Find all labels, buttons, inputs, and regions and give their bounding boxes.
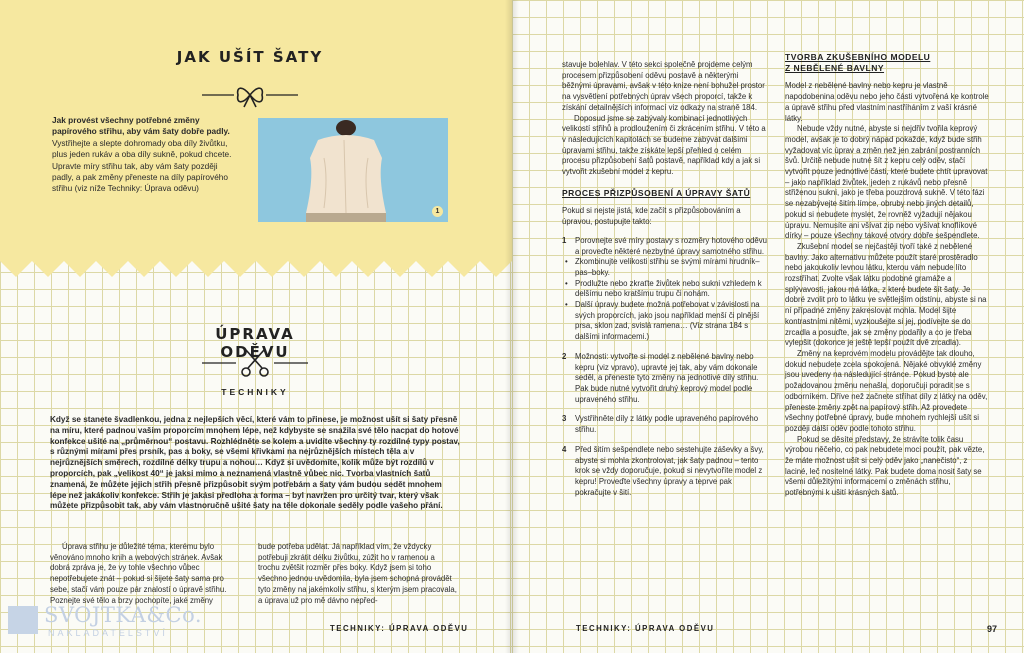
step-item: 4 Před šitím sešpendlete nebo sestehujte záševky a švy, abyste si mohla zkontrolovat, jak šaty padnou – tento krok se vždy doporučuje, pokud si nevytvoříte model z kepru! Proveďte všechny úpravy a teprve pak pokračujte v šití. — [562, 444, 764, 497]
step-item: 2 Možnosti: vytvořte si model z nebělené bavlny nebo kepru (viz vpravo), upravte jej tak, aby vám dokonale seděl, a přeneste tyto změny na jednotlivé díly střihu. Pak bude nutné vytvořit druhý keprový model podle upraveného střihu. — [562, 351, 759, 404]
right-column-1 — [562, 60, 767, 498]
step-subitem: • Zkombinujte velikosti střihu se svými mírami hrudník–pas–boky. — [562, 257, 767, 278]
intro-bold: Jak provést všechny potřebné změny papírového střihu, aby vám šaty dobře padly. — [52, 115, 230, 137]
intro-text — [52, 115, 240, 195]
lead-paragraph: Když se stanete švadlenkou, jedna z nejlepších věcí, které vám to přinese, je možnost ušít si šaty přesně na míru, které padnou vašim proporcím mnohem lépe, než kdybyste se snažila své tělo nacpat do hotové konfekce ušité na „průměrnou“ postavu. Rozhlédněte se kolem a uvidíte všechny ty rozdílné typy postav, s různými mírami přes prsník, pas a boky, se všemi křivkami na nejrůznějších místech těla a v nejrůznějších směrech, rozdílné délky trupu a nohou… Když si uvědomíte, kolik může být rozdílů v proporcích, pak „velikost 40“ je jaksi mimo a neznamená vlastně vůbec nic. Tvorba vlastních šatů znamená, že můžete jejich střih přesně přizpůsobit svým potřebám a šaty vám budou sedět mnohem lépe než jakákoliv konfekce. Střih je jakási předloha a forma – byl navržen pro určitý tvar, který však můžete přizpůsobit tak, aby vám vlastnoručně ušité šaty na těle dokonale seděly podle vašeho přání. — [50, 415, 460, 511]
logo-name: SVOJTKA&Co. — [44, 603, 203, 627]
paragraph: bude potřeba udělat. Já například vím, že vždycky potřebuji zkrátit délku živůtku, zúžit ho v ramenou a trochu zvětšit rozměr přes boky. Když jsem si toho všechno jednou uvědomila, byla jsem schopná provádět tyto změny na jakémkoliv střihu, s kterým jsem pracovala, a úprava už pro mě dávno nepřed- — [258, 542, 457, 605]
left-column-2 — [258, 542, 458, 606]
bow-icon — [200, 80, 300, 110]
footer-running-head: TECHNIKY: ÚPRAVA ODĚVU — [576, 624, 715, 633]
paragraph: Pokud si nejste jistá, kde začít s přizpůsobováním a úpravou, postupujte takto: — [562, 206, 741, 227]
page-number: 97 — [987, 624, 998, 634]
steps-list — [562, 236, 767, 498]
paragraph: Nebude vždy nutné, abyste si nejdřív tvořila keprový model, avšak je to dobrý nápad pokaždé, když bude střih vyžadovat víc úprav a změn než jen zabrání postranních švů. Určitě nebude nutné šít z kepru celý oděv, stačí vytvořit pouze jednotlivé části, které budete chtít upravovat – jako například živůtek, jeden z rukávů nebo přesně střiženou sukni, jako je třeba pouzdrová sukně. V této fázi se nezabývejte šitím límce, obruby nebo jiných detailů, pokud si nebudete myslet, že rovněž vyžadují nějakou úpravu. Nemusíte ani všívat zip nebo vyšívat knoflíkové dírky – pouze všechny takové otvory dobře sešpendlete. — [785, 124, 988, 241]
footer-running-head: TECHNIKY: ÚPRAVA ODĚVU — [330, 624, 469, 633]
step-item: 1 Porovnejte své míry postavy s rozměry hotového oděvu a proveďte některé nezbytné úpravy samotného střihu. — [562, 235, 767, 256]
paragraph: Úprava střihu je důležité téma, kterému bylo věnováno mnoho knih a webových stránek. Avšak dobrá zpráva je, že vy tohle všechno vůbec nepotřebujete znát – pokud si šijete šaty sama pro sebe, stačí vám pouze pár znalostí o úpravě střihu. Poznejte své tělo a brzy pochopíte, jaké změny — [50, 542, 227, 605]
section-heading: Z NEBĚLENÉ BAVLNY — [785, 62, 885, 73]
section-subtitle: TECHNIKY — [221, 387, 289, 397]
paragraph: Doposud jsme se zabývaly kombinací jednotlivých velikostí střihů a prodloužením či zkrácením střihu. V této a v následujících kapitolách se budeme zabývat dalšími úpravami střihu, takže získáte lepší přehled o celém procesu přizpůsobení šatů postavě, například kdy a jak si vytvořit zkušební model z kepru. — [562, 113, 766, 177]
page-title: JAK UŠÍT ŠATY — [176, 48, 324, 66]
step-subitem: • Další úpravy budete možná potřebovat v závislosti na svých proporcích, jako jsou například menší či plnější prsa, sklon zad, svislá ramena… (Viz strana 184 s dalšími informacemi.) — [562, 300, 767, 343]
step-subitem: • Prodlužte nebo zkraťte živůtek nebo sukni vzhledem k delšímu nebo kratšímu trupu či nohám. — [562, 279, 767, 300]
logo-subtitle: NAKLADATELSTVÍ — [48, 628, 168, 638]
step-item: 3 Vystřihněte díly z látky podle upraveného papírového střihu. — [562, 414, 759, 435]
paragraph: Změny na keprovém modelu provádějte tak dlouho, dokud nebudete zcela spokojená. Nějaké obvyklé změny jsou uvedeny na následující stránce. Pokud byste ale požadovanou změnu nenašla, doporučuji poradit se s odborníkem. Dříve než začnete stříhat díly z látky na oděv, přeneste změny zpět na papírový střih. Až provedete všechny potřebné úpravy, bude mnohem rychlejší ušít si později další oděv podle tohoto střihu. — [785, 348, 988, 433]
dress-form-illustration — [258, 118, 448, 222]
logo-mark-icon — [8, 606, 38, 634]
photo-number-badge: 1 — [432, 206, 443, 217]
section-heading: TVORBA ZKUŠEBNÍHO MODELU — [785, 52, 931, 62]
scissors-icon — [200, 348, 310, 378]
right-page — [512, 0, 1024, 653]
intro-rest: Vystřihejte a slepte dohromady oba díly živůtku, plus jeden rukáv a oba díly sukně, pokud chcete. Upravte míry střihu tak, aby vám šaty později padly, a pak změny přeneste na díly papírového střihu (viz níže Techniky: Úprava oděvu) — [52, 137, 232, 194]
book-gutter — [505, 0, 519, 653]
paragraph: Zkušební model se nejčastěji tvoří také z nebělené bavlny. Jako alternativu můžete použít staré prostěradlo nebo jakoukoliv levnou látku, kterou vám nebude líto rozstříhat. Zvolte však látku podobné gramáže a splývavosti, jakou má látka, z které budete šít šaty. Je dobré zvolit pro to látku ve světlejším odstínu, abyste si na ní případné změny zakreslovat mohla. Model šijte kontrastními nitěmi, vyzkoušejte si jej, podívejte se do zrcadla a posuďte, jak se změny podařily a co je třeba vylepšit (dokonce je ještě lepší použít dvě zrcadla). — [785, 241, 987, 348]
paragraph: stavuje bolehlav. V této sekci společně projdeme celým procesem přizpůsobení oděvu postavě a některými běžnými úpravami, avšak v této knize není bohužel prostor na vysvětlení potřebných úprav všech proporcí, takže k získání detailnějších informací viz odkazy na straně 184. — [562, 60, 765, 112]
publisher-logo — [8, 603, 208, 643]
zigzag-border — [0, 259, 512, 279]
paragraph: Model z nebělené bavlny nebo kepru je vlastně napodobenina oděvu nebo jeho části vytvořená ke kontrole a úpravě střihu před vlastním nastříháním z vaší krásné látky. — [785, 81, 989, 123]
paragraph: Pokud se děsíte představy, že strávíte tolik času výrobou něčeho, co pak nebudete moci použít, pak vězte, že máte možnost ušít si celý oděv jako „nanečisto“, z laciné, leč nositelné látky. Pak budete doma nosit šaty se všemi důležitými informacemi o změnách střihu, potřebnými k ušití krásných šatů. — [785, 434, 985, 498]
section-heading: PROCES PŘIZPŮSOBENÍ A ÚPRAVY ŠATŮ — [562, 187, 751, 198]
right-column-2 — [785, 52, 990, 499]
left-column-1 — [50, 542, 240, 606]
section-title: ÚPRAVA ODĚVU — [215, 325, 295, 361]
dress-form-photo — [258, 118, 448, 222]
